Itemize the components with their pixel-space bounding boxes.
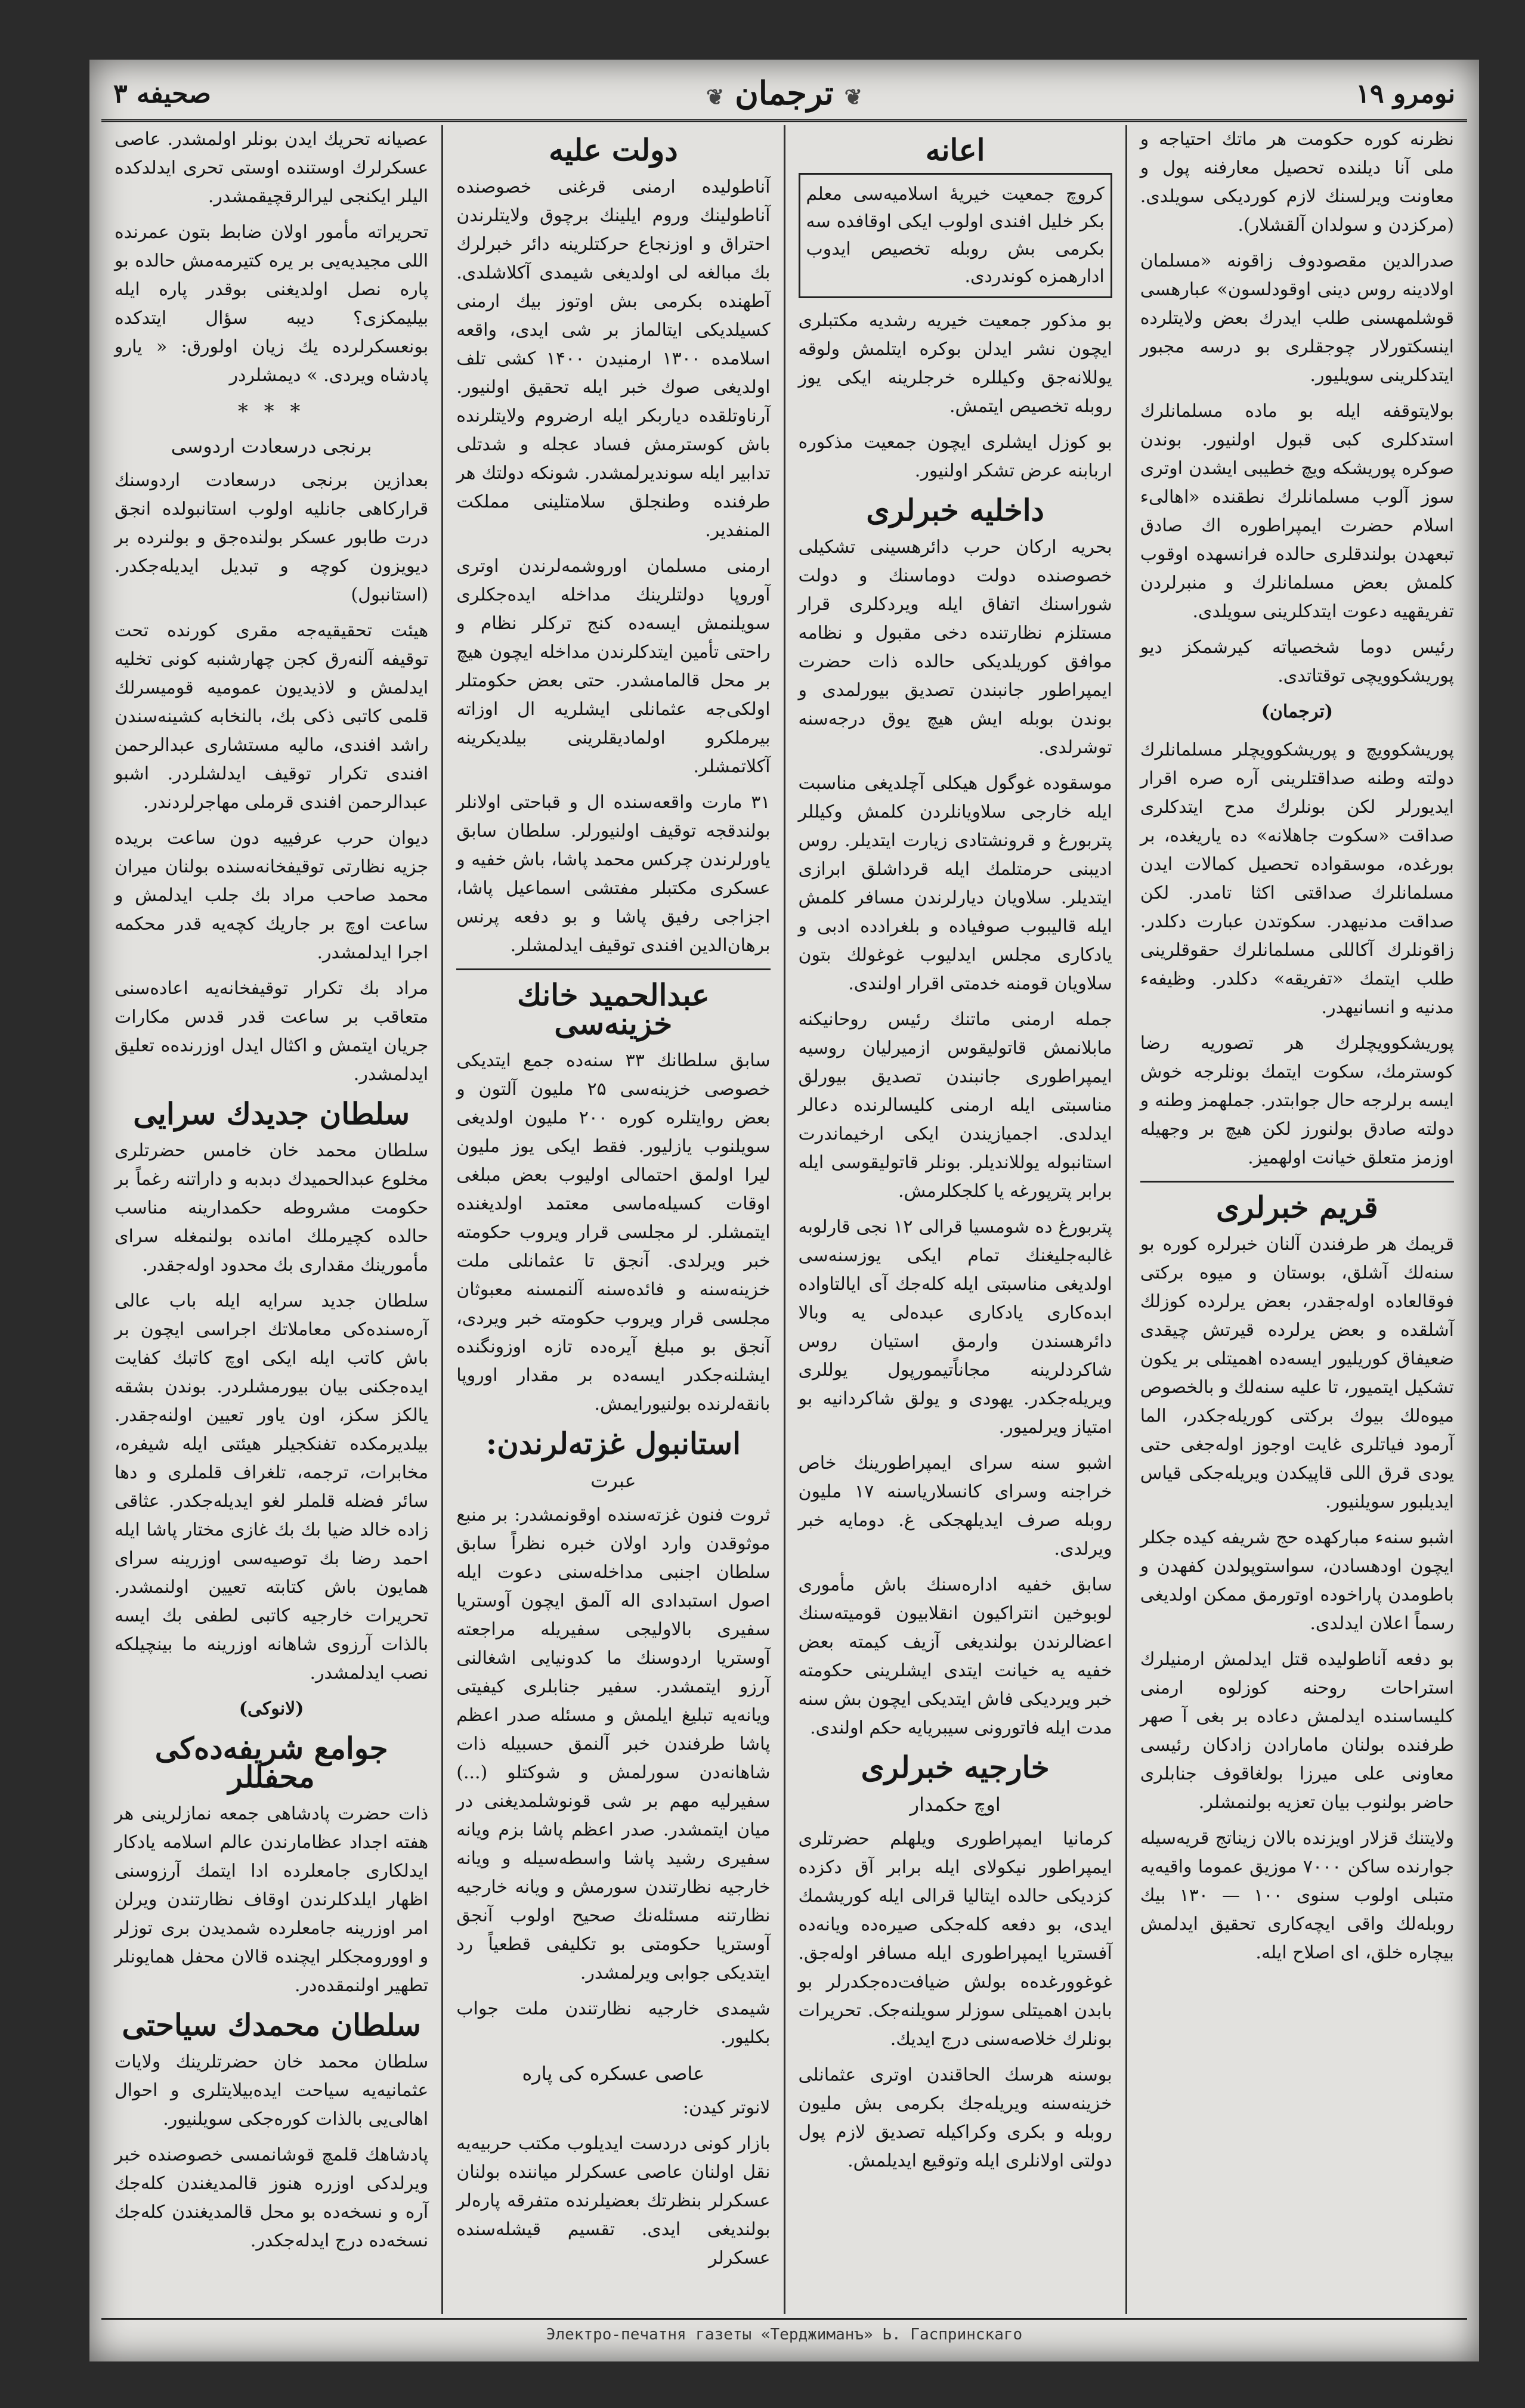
newspaper-page bbox=[89, 60, 1479, 2361]
headline-istanbul: استانبول غزته‌لرندن: bbox=[485, 1426, 741, 1461]
headline-jawami: جوامع شریفه‌ده‌کی محفللر bbox=[154, 1731, 388, 1794]
printer-imprint: Электро-печатня газеты «Терджиманъ» Ь. Гаспринскаго bbox=[101, 2318, 1467, 2350]
paragraph: مراد بك تکرار توقیفخانه‌یه اعاده‌سنی متعاقب بر ساعت قدر قدس مکارات جریان ایتمش و اکثال ایدل اوزرنده‌ه تعلیق ایدلمشدر. bbox=[115, 978, 429, 1085]
headline-crimea: قریم خبرلری bbox=[1216, 1190, 1378, 1225]
paragraph: پوریشکوویچ و پوریشکوویچلر مسلمانلرك دولته وطنه صداقتلرینی آره صره اقرار ایدیورلر لکن بونلرك مدح ایتدکلری صداقت «سکوت جاهلانه» ده یاریغده، بر بورغده، موسقواده تحصیل کمالات ایدن مسلمانلرك صداقتی اکثا تامدر. لکن صداقت مدنیهدر. سکوتدن عبارت دکلدر. زاقونلرك آکاللی مسلمانلرك حقوقلرینی طلب ایتمك «تفریقه» دکلدر. وظیفهء مدنیه و انسانیهدر. bbox=[1140, 739, 1454, 1018]
headline-saray: سلطان جدیدك سرایی bbox=[133, 1096, 410, 1131]
divider bbox=[456, 968, 770, 970]
ornament-icon: ❦ bbox=[844, 85, 862, 110]
paragraph: عصیانه تحریك ایدن بونلر اولمشدر. عاصی عسکرلرك اوستنده اوستی تحری ایدلدکده الیلر ایکنجی لیرالرقچیقمشدر. bbox=[115, 129, 429, 207]
newspaper-title-text: ترجمان bbox=[735, 74, 834, 112]
subheading: اوچ حکمدار bbox=[910, 1793, 1001, 1816]
paragraph: آناطولیده ارمنی قرغنی خصوصنده آناطولینك وروم ایلینك برچوق ولایتلرندن احتراق و اوزنجاع حرکتلرینه دائر خبرلرك بك مبالغه لی اولدیغی شیمدی آکلاشلدی. آطهنده بکرمی بش اوتوز بیك ارمنی کسیلدیکی ایتالماز بر شی ایدی، واقعه اسلامده ۱۳۰۰ ارمنیدن ۱۴۰۰ کشی تلف اولدیغی صوك خبر ایله تحقیق اولنیور. آرناوتلقده دیاربکر ایله ارضروم ولایتلرنده باش کوسترمش فساد عجله و شدتلی تدابیر ایله سوندیرلمشدر. شونکه دولتك هر طرفنده وطنجلق سلامتلینی مملکت المنفدیر. bbox=[456, 177, 771, 541]
signature: (لانوکی) bbox=[239, 1698, 304, 1719]
paragraph: بولایتوقفه ایله بو ماده مسلمانلرك استدکلری کبی قبول اولنیور. بوندن صوکره پوریشکه ویچ خطیبی ایشدن اوتری سوز آلوب مسلمانلرك نطقنده «اهالیء اسلام حضرت ایمپراطوره اك صادق تبعهدن بولندقلری حالده فرانسهده اوقوب کلمش بعض مسلمانلرك و منبرلردن تفریقهیه دعوت ایتدکلرینی سویلدی. bbox=[1140, 401, 1454, 622]
headline-kharijiye: خارجیه خبرلری bbox=[861, 1750, 1050, 1785]
paragraph: نظرنه کوره حکومت هر ماتك احتیاجه و ملی آنا دیلنده تحصیل معارفنه پول و معاونت ویرلسنك لازم کوردیکی سویلدی. (مرکزدن و سولدان آلقشلار). bbox=[1140, 129, 1454, 236]
page-number: صحیفه ۳ bbox=[113, 79, 211, 109]
masthead bbox=[101, 72, 1467, 122]
paragraph: اشبو سنه سرای ایمپراطورینك خاص خراجنه وسرای کانسلاریاسنه ۱۷ ملیون روبله صرف ایدیلهجکی غ. دومایه خبر ویرلدی. bbox=[798, 1453, 1112, 1559]
paragraph: ثروت فنون غزته‌سنده اوقونمشدر: بر منبع موثوقدن وارد اولان خبره نظراً سابق سلطان اجنبی مداخله‌سنی دعوت ایله اصول استبدادی اله آلمق ایچون آوستریا سفیری بالاولیجی سفیریله مراجعته آوستریا اردوسنك ما کدونیایی اشغالنی آرزو ایتمشدر. سفیر جنابلری کیفیتی ویانه‌یه تبلیغ ایلمش و مسئله صدر اعظم پاشا طرفندن خبر آلنمق حسبیله ذات شاهانه‌دن سورلمش و شوکتلو (...) سفیرلیه مهم بر شی قونوشلمدیغنی در میان ایتمشدر. صدر اعظم پاشا بزم ویانه سفیری رشید پاشا واسطه‌سیله و ویانه خارجیه نظارتندن سورمش و ویانه خارجیه نظارتنه مسئله‌نك صحیح اولوب آنجق آوستریا حکومتی بو تکلیفی قطعیاً رد ایتدیکی جوابی ویرلمشدر. bbox=[456, 1505, 771, 1983]
paragraph: شیمدی خارجیه نظارتندن ملت جواب بکلیور. bbox=[456, 1998, 771, 2048]
column-3 bbox=[441, 125, 783, 2314]
paragraph: پادشاهك قلمچ قوشانمسی خصوصنده خبر ویرلدکی اوزره هنوز قالمدیغندن کله‌جك آره و نسخه‌ده بو محل قالمدیغندن کله‌جك نسخه‌ده درج ایدله‌جکدر. bbox=[115, 2144, 429, 2251]
headline-devlet: دولت علیه bbox=[549, 132, 678, 168]
paragraph: بو کوزل ایشلری ایچون جمعیت مذکوره اربابنه عرض تشکر اولنیور. bbox=[798, 432, 1112, 481]
paragraph: دیوان حرب عرفییه دون ساعت بریده جزیه نظارتی توقیفخانه‌سنده بولنان میران محمد صاحب مراد بك جلب ایدلمش و ساعت اوچ بر جاریك کچه‌یه قدر محکمه اجرا ایدلمشدر. bbox=[115, 828, 429, 963]
paragraph: بازار کونی دردست ایدیلوب مکتب حربیه‌یه نقل اولنان عاصی عسکرلر میاننده بولنان عسکرلر بنظرتك بعضیلرنده متفرقه پاره‌لر بولندیغی ایدی. تقسیم قیشله‌سنده عسکرلر bbox=[456, 2133, 771, 2268]
subheading: عبرت bbox=[590, 1469, 636, 1492]
paragraph: موسقوده غوگول هیکلی آچلدیغی مناسبت ایله خارجی سلاویانلردن کلمش وکیللر پتربورغ و قرونشتادی زیارت ایتدیلر. روس ادیبنی حرمتلمك ایله قرداشلق ابرازی ایتدیلر. سلاویان دیارلرندن مسافر کلمش ایله قالیبوب صوفیاده و بلغرادده ادبی و یادکاری مجلس ایدلیوب غوغولك بتون سلاویان قومنه خدمتی اقرار اولندی. bbox=[798, 773, 1112, 994]
section-separator: * * * bbox=[237, 400, 305, 423]
paragraph: سلطان جدید سرایه ایله باب عالی آره‌سنده‌کی معاملاتك اجراسی ایچون بر باش کاتب ایله ایکی اوچ کاتبك کفایت ایده‌جکنی بیان بیورمشلردر. بوندن بشقه یالکز سکز، اون یاور تعیین اولنه‌جقدر. بیلدیرمکده تفنکجیلر هیئتی ایله شیفره، مخابرات، ترجمه، تلغراف قلملری و دها سائر فضله قلملر لغو ایدیله‌جکدر. عثاقی زاده خالد ضیا بك بك غازی مختار پاشا ایله احمد رضا بك توصیه‌سی اوزرینه سرای همایون باش کتابته تعیین اولنمشدر. تحریرات خارجیه کاتبی لطفی بك ایسه بالذات آرزوی شاهانه اوزرینه ما بینچیلکه نصب ایدلمشدر. bbox=[115, 1290, 429, 1683]
paragraph: لانوتر کیدن: bbox=[682, 2097, 771, 2118]
paragraph: سلطان محمد خان حضرتلرینك ولایات عثمانیه‌یه سیاحت ایده‌بیلایتلری و احوال اهالی‌یی بالذات کوره‌جکی سویلنیور. bbox=[115, 2051, 429, 2130]
paragraph: اشبو سنهء مبارکهده حج شریفه کیده جکلر ایچون اودهسادن، سواستوپولدن کفهدن و باطومدن پاراخوده اوتورمق ممکن اولدیغی رسماً اعلان ایدلدی. bbox=[1140, 1527, 1454, 1634]
paragraph: ذات حضرت پادشاهی جمعه نمازلرینی هر هفته اجداد عظامارندن عالم اسلامه یادکار ایدلکاری جامعلرده ادا ایتمك آرزوسنی اظهار ایلدکلرندن اوقاف نظارتندن ویرلن امر اوزرینه جامعلرده شمدیدن بری توزلر و اوورومجکلر ایچنده قالان محفل همایونلر تطهیر اولنمقده‌در. bbox=[115, 1803, 429, 1996]
paragraph: بو مذکور جمعیت خیریه رشدیه مکتبلری ایچون نشر ایدلن بوکره ایتلمش ولوقه یوللانه‌جق وکیللره خرجلرینه ایکی یوز روبله تخصیص ایتمش. bbox=[798, 310, 1112, 417]
column-1 bbox=[1125, 125, 1467, 2314]
ornament-icon: ❦ bbox=[706, 85, 725, 110]
paragraph: سلطان محمد خان خامس حضرتلری مخلوع عبدالحمیدك دبدبه و داراتنه رغماً بر حکومت مشروطه حکمدارینه مناسب حالده کچیرملك امانده بولنمغله سرای مأمورینك مقداری بك محدود اوله‌جقدر. bbox=[115, 1140, 429, 1276]
subheading: برنجی درسعادت اردوسی bbox=[171, 435, 372, 457]
paragraph: سابق خفیه اداره‌سنك باش مأموری لوبوخین انتراکیون انقلابیون قومیته‌سنك اعضالرندن بولندیغی آزیف کیمته بعض خفیه یه خیانت ایتدی ایشلرینی حکومته خبر ویردیکی فاش ایتدیکی ایچون بش سنه مدت ایله فاتورونی سیبریایه حکم اولندی. bbox=[798, 1574, 1112, 1738]
headline-iane: اعانه bbox=[925, 132, 985, 168]
paragraph: سابق سلطانك ۳۳ سنه‌ده جمع ایتدیکی خصوصی خزینه‌سی ۲۵ ملیون آلتون و بعض روایتلره کوره ۲۰۰ ملیون اولدیغی سویلنوب یازلیور. فقط ایکی یوز ملیون لیرا اولمق احتمالی اولیوب بعض مبلغی اوقات کسیله‌ماسی معتمد اولدیغنده ایتمشلر. لر مجلسی قرار ویروب حکومته خبر ویرلدی. آنجق تا عثمانلی ملت خزینه‌سنه و فائده‌سنه آلنمسنه معبوثان مجلسی قرار ویروب حکومته خبر ویردی، آنجق بو مبلغ آیره‌ده تازه اوزونگنده ایشلنه‌جکدر ایسه‌ده بر مقدار اوروپا بانقه‌لرنده بولنیورایمش. bbox=[456, 1050, 771, 1415]
paragraph: ولایتنك قزلار اویزنده بالان زیناتج قریه‌سیله جوارنده ساکن ۷۰۰۰ موزیق عموما واقیه‌یه متبلی اولوب سنوی ۱۰۰ — ۱۳۰ بیك روبله‌لك واقی ایچه‌کاری تحقیق ایدلمش بیچاره خلق، ای اصلاح ایله. bbox=[1140, 1828, 1454, 1963]
paragraph: بحریه ارکان حرب دائرهسینی تشکیلی خصوصنده دولت دوماسنك و دولت شوراسنك اتفاق ایله ویردکلری قرار مستلزم نظارتنده دخی مقبول و نظامه موافق کوریلدیکی حالده ذات حضرت ایمپراطور جانبندن تصدیق بیورلمدی و بوندن بوبله ایش هیچ یوق درجه‌سنه توشرلدی. bbox=[798, 537, 1112, 758]
paragraph: قریمك هر طرفندن آلنان خبرلره کوره بو سنه‌لك آشلق، بوستان و میوه برکتی فوقالعاده اوله‌جقدر، بعض یرلرده کوزلك آشلقده و بعض یرلرده قیرتش چیقدی ضعیفاق کوریلیور ایسه‌ده اهمیتلی بر یکون تشکیل ایتمیور، تا علیه سنه‌لك و بالخصوص میوه‌لك بیوك برکتی کوریله‌جکدر، الما آرمود فیاتلری غایت اوجوز اوله‌جغی حتی یودی قرق اللی قاپیکدن ویریله‌جکی قیاس ایدیلبور سویلنیور. bbox=[1140, 1234, 1454, 1512]
headline-dakhiliye: داخلیه خبرلری bbox=[866, 493, 1044, 528]
column-4 bbox=[101, 125, 441, 2314]
column-2 bbox=[784, 125, 1125, 2314]
paragraph: ۳۱ مارت واقعه‌سنده ال و قباحتی اولانلر بولندقجه توقیف اولنیورلر. سلطان سابق یاورلرندن چرکس محمد پاشا، باش خفیه و عسکری مکتبلر مفتشی اسماعیل پاشا، اجزاجی رفیق پاشا و بو دفعه پرنس برهان‌الدین افندی توقیف ایدلمشلر. bbox=[456, 792, 771, 956]
headline-abdulhamid: عبدالحمید خانك خزینه‌سی bbox=[517, 977, 710, 1041]
subheading: عاصی عسکره کی پاره bbox=[522, 2062, 705, 2085]
paragraph: صدرالدین مقصودوف زاقونه «مسلمان اولادینه روس دینی اوقودلسون» عبارهسی قوشلمهسنی طلب ایدرك بعض ولایتلرده اینسکتورلار چوجقلری بو درسه مجبور ایتدکلرینی سویلیور. bbox=[1140, 250, 1454, 386]
paragraph: بعدازین برنجی درسعادت اردوسنك قرارکاهی جانلیه اولوب استانبولده انجق درت طابور عسکر بولنده‌جق و بولنرده بر دیویزون کوچه و تبدیل ایدیله‌جکدر. (استانبول) bbox=[115, 470, 429, 605]
issue-number: نومرو ۱۹ bbox=[1356, 79, 1455, 109]
paragraph: جمله ارمنی ماتنك رئیس روحانیکنه مابلانمش قاتولیقوس ازمیرلیان روسیه ایمپراطوری جانبندن تصدیق بیورلق مناسبتی ایله ارمنی کلیسالرنده دعالر ایدلدی. اجمیازیندن ایکی ارخیماندرت استانبوله یوللاندیلر. بونلر قاتولیقوسی ایله برابر پترپورغه یا کلجکلرمش. bbox=[798, 1009, 1112, 1202]
donation-notice: کروچ جمعیت خیریهٔ اسلامیه‌سی معلم بکر خلیل افندی اولوب ایکی اوقافده سه بکرمی بش روبله تخصیص ایدوب ادارهمزه کوندردی. bbox=[799, 173, 1112, 298]
paragraph: بوسنه هرسك الحاقندن اوتری عثمانلی خزینه‌سنه ویریله‌جك بکرمی بش ملیون روبله و بکری وکراکیله تصدیق لازم پول دولتی اولانلری ایله وتوقیع ایدیلمش. bbox=[798, 2065, 1112, 2171]
paragraph: رئیس دوما شخصیاته کیرشمکز دیو پوریشکوویچی توقتاتدی. bbox=[1140, 637, 1454, 686]
paragraph: بو دفعه آناطولیده قتل ایدلمش ارمنیلرك استراحات روحنه کوزلوه ارمنی کلیساسنده ایدلمش دعاده بر بغی آ صهر طرفنده بولنان مامارادن زادکان رئیسی معاونی علی میرزا بولغاقوف جنابلری حاضر بولنوب بیان تعزیه بولنمشلر. bbox=[1140, 1649, 1454, 1813]
paragraph: پوریشکوویچلرك هر تصوریه رضا کوسترمك، سکوت ایتمك بونلرجه خوش ایسه برلرجه حال جوابتدر. جملهمز وطنه و دولته صادق بولنورز لکن هیچ بر وجهیله اوزمز متعلق خیانت اولهمیز. bbox=[1140, 1033, 1454, 1168]
divider bbox=[1140, 1181, 1454, 1183]
paragraph: کرمانیا ایمپراطوری ویلهلم حضرتلری ایمپراطور نیکولای ایله برابر آق دکزده کزدیکی حالده ایتالیا قرالی ایله کوریشمك ایدی، بو دفعه کله‌جکی صیره‌ده ویانه‌ده آفستریا ایمپراطوری ایله مسافر اوله‌جق. غوغوورغده‌ه بولش ضیافت‌ده‌جکدرلر بو بابدن اهمیتلی سوزلر سویلنه‌جک. تحریرات بونلرك خلاصه‌سنی درج ایدیك. bbox=[798, 1828, 1112, 2050]
paragraph: پتربورغ ده شومسیا قرالی ۱۲ نجی قارلوبه غالبه‌جلیغنك تمام ایکی یوزسنه‌سی اولدیغی مناسبتی ایله کله‌جك آی ایالتاواده ابده‌کاری یادکاری عبده‌لی یه وبالا دائرهسندن وارمق استیان روس شاکردلرینه مجاناًتیمورپول یوللری ویریله‌جکدر. یهودی و یولق شاکردانیه بو امتیاز ویرلمیور. bbox=[798, 1217, 1112, 1438]
newspaper-title bbox=[101, 74, 1467, 112]
signature: (ترجمان) bbox=[1261, 701, 1334, 722]
headline-siyahat: سلطان محمدك سیاحتی bbox=[122, 2007, 421, 2042]
columns bbox=[101, 125, 1467, 2314]
paragraph: ارمنی مسلمان اوروشمه‌لرندن اوتری آوروپا دولتلرینك مداخله ایده‌جکلری سویلنمش ایسه‌ده کنج ترکلر نظام و راحتی تأمین ایتدکلرندن مداخله ایچون هیچ بر محل قالمامشدر. حتی بعض حکومتلر اولکی‌جه عثمانلی ایشلریه ال اوزاته بیرملکرو اولمادیقلرینی بیلدیکرینه آکلاتمشلر. bbox=[456, 556, 771, 777]
paragraph: هیئت تحقیقیه‌جه مقری کورنده تحت توقیفه آلنه‌رق کجن چهارشنبه کونی تخلیه ایدلمش و لاذیدیون عمومیه قومیسرلك قلمی کاتبی ذکی بك، بالنخابه کشینه‌سندن راشد افندی، مالیه مستشاری عبدالرحمن افندی تکرار توقیف ایدلشلردر. اشبو عبدالرحمن افندی قرملی مهاجرلردندر. bbox=[115, 620, 429, 813]
paragraph: تحریراته مأمور اولان ضابط بتون عمرنده اللی مجیدیه‌یی بر یره کتیرمه‌مش حالده بو پاره نصل اولدیغنی بوقدر پاره ایله بیلیمکزی؟ دیبه سؤال ایتدکده بونعسکرلرده یك زیان اولورق: « یارو پادشاه ویردی. » دیمشلردر bbox=[115, 222, 429, 386]
